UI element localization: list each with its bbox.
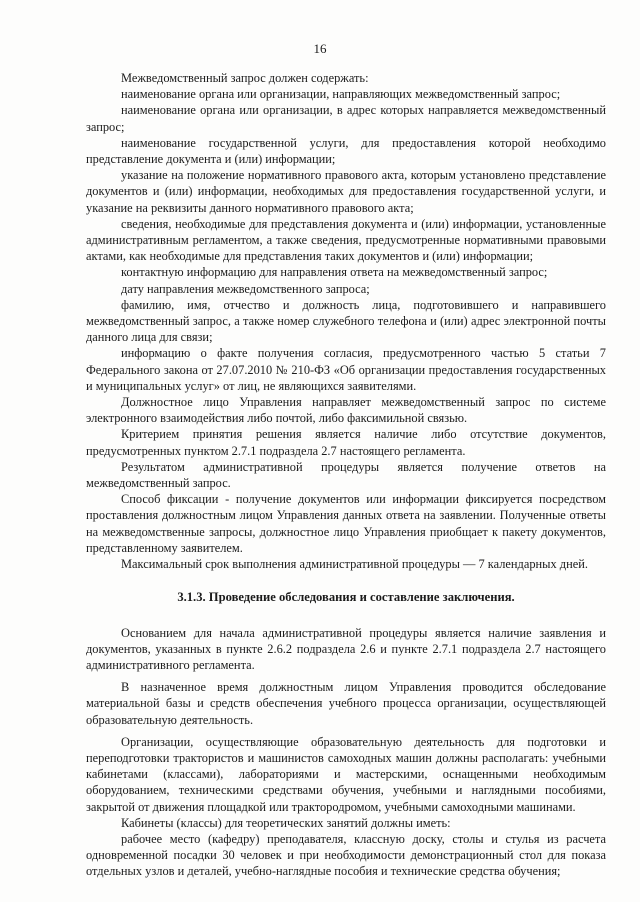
paragraph: наименование органа или организации, в адрес которых направляется межведомственный запрос; [86, 103, 606, 134]
paragraph: Результатом административной процедуры является получение ответов на межведомственный запрос. [86, 459, 606, 491]
paragraph: Основанием для начала административной процедуры является наличие заявления и документов, указанных в пункте 2.6.2 подраздела 2.6 и пункте 2.7.1 подраздела 2.7 настоящего административного регламента. [86, 625, 606, 672]
paragraph: сведения, необходимые для представления документа и (или) информации, установленные административным регламентом, а также сведения, предусмотренные нормативными правовыми актами, как необходимые для представления таких документов и (или) информации; [86, 216, 606, 264]
paragraph: Способ фиксации - получение документов или информации фиксируется посредством проставления должностным лицом Управления данных ответа на заявлении. Полученные ответы на межведомственные запросы, должностное лицо Управления приобщает к пакету документов, представленному заявителем. [86, 492, 606, 555]
paragraph: указание на положение нормативного правового акта, которым установлено представление документов и (или) информации, необходимых для предоставления государственной услуги, и указание на реквизиты данного нормативного правового акта; [86, 168, 606, 215]
paragraph: рабочее место (кафедру) преподавателя, классную доску, столы и стулья из расчета одновременной посадки 30 человек и при необходимости демонстрационный стол для показа отдельных узлов и деталей, учебно-наглядные пособия и технические средства обучения; [86, 831, 606, 879]
paragraph: Критерием принятия решения является наличие либо отсутствие документов, предусмотренных пунктом 2.7.1 подраздела 2.7 настоящего регламента. [86, 427, 606, 458]
paragraph: Межведомственный запрос должен содержать: [121, 71, 369, 85]
section-heading: 3.1.3. Проведение обследования и составление заключения. [177, 590, 515, 605]
page-number: 16 [313, 41, 327, 56]
paragraph: Должностное лицо Управления направляет межведомственный запрос по системе электронного взаимодействия либо почтой, либо факсимильной связью. [86, 395, 606, 426]
paragraph: наименование органа или организации, направляющих межведомственный запрос; [121, 87, 561, 102]
paragraph: фамилию, имя, отчество и должность лица, подготовившего и направившего межведомственный запрос, а также номер служебного телефона и (или) адрес электронной почты данного лица для связи; [86, 297, 606, 345]
paragraph: Максимальный срок выполнения административной процедуры — 7 календарных дней. [121, 557, 588, 572]
paragraph: контактную информацию для направления ответа на межведомственный запрос; [121, 265, 548, 280]
paragraph: дату направления межведомственного запроса; [121, 281, 370, 296]
paragraph: Кабинеты (классы) для теоретических занятий должны иметь: [121, 815, 451, 830]
paragraph: информацию о факте получения согласия, предусмотренного частью 5 статьи 7 Федерального закона от 27.07.2010 № 210-ФЗ «Об организации предоставления государственных и муниципальных услуг» от лиц, не являющихся заявителями. [86, 346, 606, 393]
paragraph: В назначенное время должностным лицом Управления проводится обследование материальной базы и средств обеспечения учебного процесса организации, осуществляющей образовательную деятельность. [86, 680, 606, 727]
document-body [86, 70, 606, 880]
paragraph: Организации, осуществляющие образовательную деятельность для подготовки и переподготовки трактористов и машинистов самоходных машин должны располагать: учебными кабинетами (классами), лабораториями и мастерскими, оснащенными необходимым оборудованием, техническими средствами обучения, учебными и наглядными пособиями, закрытой от движения площадкой или трактородромом, учебными самоходными машинами. [86, 734, 606, 814]
paragraph: наименование государственной услуги, для предоставления которой необходимо представление документа и (или) информации; [86, 135, 606, 167]
